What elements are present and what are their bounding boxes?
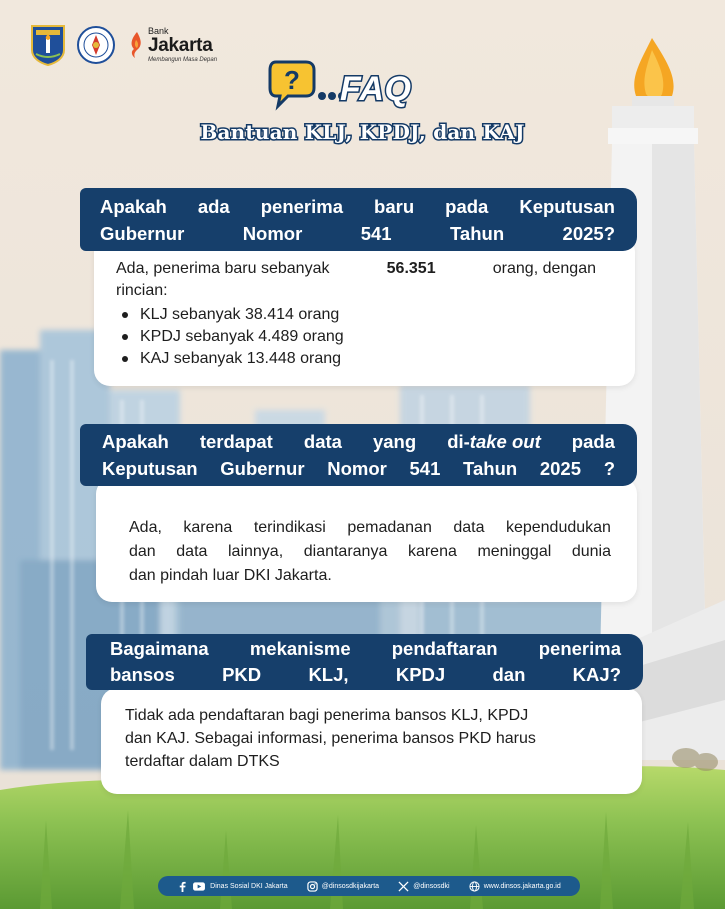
answer-3-line2: dan KAJ. Sebagai informasi, penerima bansos PKD harus: [125, 730, 536, 747]
question-3-line1: [110, 636, 621, 662]
answer-word: meninggal: [477, 543, 552, 560]
answer-word: diantaranya: [303, 543, 388, 560]
dinsos-emblem-icon: [76, 25, 116, 65]
answer-word: data: [453, 519, 485, 536]
footer-website[interactable]: [469, 881, 561, 892]
answer-2-line2: [129, 540, 611, 564]
answer-word: data: [176, 543, 208, 560]
jakarta-emblem-icon: [30, 24, 66, 66]
bank-tagline: Membangun Masa Depan: [148, 57, 218, 63]
instagram-icon: [307, 881, 318, 892]
answer-word: karena: [407, 543, 457, 560]
answer-1-intro-line2: rincian:: [116, 282, 168, 299]
answer-3-line1: Tidak ada pendaftaran bagi penerima bansos KLJ, KPDJ: [125, 707, 529, 724]
answer-3-line3: terdaftar dalam DTKS: [125, 753, 280, 770]
answer-2-line3: dan pindah luar DKI Jakarta.: [129, 567, 332, 584]
answer-1-count: 56.351: [386, 260, 436, 277]
question-3-line2: bansos PKD KLJ, KPDJ dan KAJ?: [110, 664, 621, 685]
bank-name: Jakarta: [148, 35, 213, 56]
answer-word: pemadanan: [347, 519, 432, 536]
question-word-takeout: [447, 428, 541, 455]
answer-word: lainnya,: [228, 543, 284, 560]
answer-card-1: [94, 236, 635, 386]
question-word: terdapat: [199, 431, 273, 452]
question-word: Keputusan: [519, 196, 615, 217]
page-subtitle: Bantuan KLJ, KPDJ, dan KAJ: [200, 120, 525, 144]
bank-jakarta-flame-icon: [128, 31, 144, 59]
footer-instagram-handle: @dinsosdkijakarta: [321, 882, 380, 890]
question-word: pendaftaran: [391, 638, 498, 659]
answer-word: karena: [183, 519, 233, 536]
footer-social-name: Dinas Sosial DKI Jakarta: [210, 882, 288, 890]
list-item: KAJ sebanyak 13.448 orang: [116, 348, 596, 370]
question-word: data: [303, 431, 342, 452]
question-bar-1: [80, 188, 637, 251]
list-item: KPDJ sebanyak 4.489 orang: [116, 326, 596, 348]
answer-card-2: [96, 478, 637, 602]
x-icon: [398, 881, 409, 892]
partner-logos: [30, 24, 217, 66]
footer-x-handle: @dinsosdki: [413, 882, 450, 890]
svg-text:?: ?: [284, 65, 300, 95]
question-1-line2: Gubernur Nomor 541 Tahun 2025?: [100, 223, 615, 244]
footer-social[interactable]: [177, 881, 287, 892]
question-word: pada: [571, 431, 615, 452]
footer-website-url: www.dinsos.jakarta.go.id: [483, 882, 561, 890]
answer-card-3: [101, 688, 642, 794]
youtube-icon: [192, 881, 206, 892]
globe-icon: [469, 881, 480, 892]
question-2-line1: [102, 428, 615, 455]
answer-2-line1: [129, 516, 611, 540]
footer-instagram[interactable]: [307, 881, 379, 892]
question-word-italic: take out: [469, 431, 541, 452]
answer-word: Ada,: [129, 519, 162, 536]
footer-social-bar: [158, 876, 580, 896]
question-word: penerima: [260, 196, 344, 217]
answer-1-list: [116, 304, 596, 370]
question-bar-2: [80, 424, 637, 486]
question-word: mekanisme: [249, 638, 351, 659]
answer-word: dunia: [571, 543, 611, 560]
question-word: yang: [372, 431, 417, 452]
question-2-line2: Keputusan Gubernur Nomor 541 Tahun 2025 ?: [102, 458, 615, 479]
answer-word: terindikasi: [253, 519, 326, 536]
speech-bubble-question-icon: [268, 58, 348, 114]
bank-jakarta-logo: [128, 27, 217, 63]
answer-1-intro-suffix: orang, dengan: [492, 260, 596, 277]
facebook-icon: [177, 881, 188, 892]
answer-word: dan: [129, 543, 156, 560]
question-word: Apakah: [100, 196, 167, 217]
answer-1-intro: [116, 258, 596, 280]
faq-heading: [268, 58, 428, 114]
faq-title: FAQ: [340, 70, 412, 108]
footer-x[interactable]: [398, 881, 449, 892]
question-word: Bagaimana: [110, 638, 209, 659]
question-1-line1: [100, 193, 615, 220]
question-word-prefix: di-: [447, 431, 470, 452]
answer-word: kependudukan: [505, 519, 611, 536]
answer-1-intro-prefix: Ada, penerima baru sebanyak: [116, 260, 330, 277]
list-item: KLJ sebanyak 38.414 orang: [116, 304, 596, 326]
bank-prefix: Bank: [148, 26, 169, 36]
question-word: Apakah: [102, 431, 169, 452]
question-word: ada: [197, 196, 230, 217]
question-word: baru: [374, 196, 415, 217]
question-word: penerima: [538, 638, 621, 659]
question-word: pada: [445, 196, 489, 217]
question-bar-3: [86, 634, 643, 690]
